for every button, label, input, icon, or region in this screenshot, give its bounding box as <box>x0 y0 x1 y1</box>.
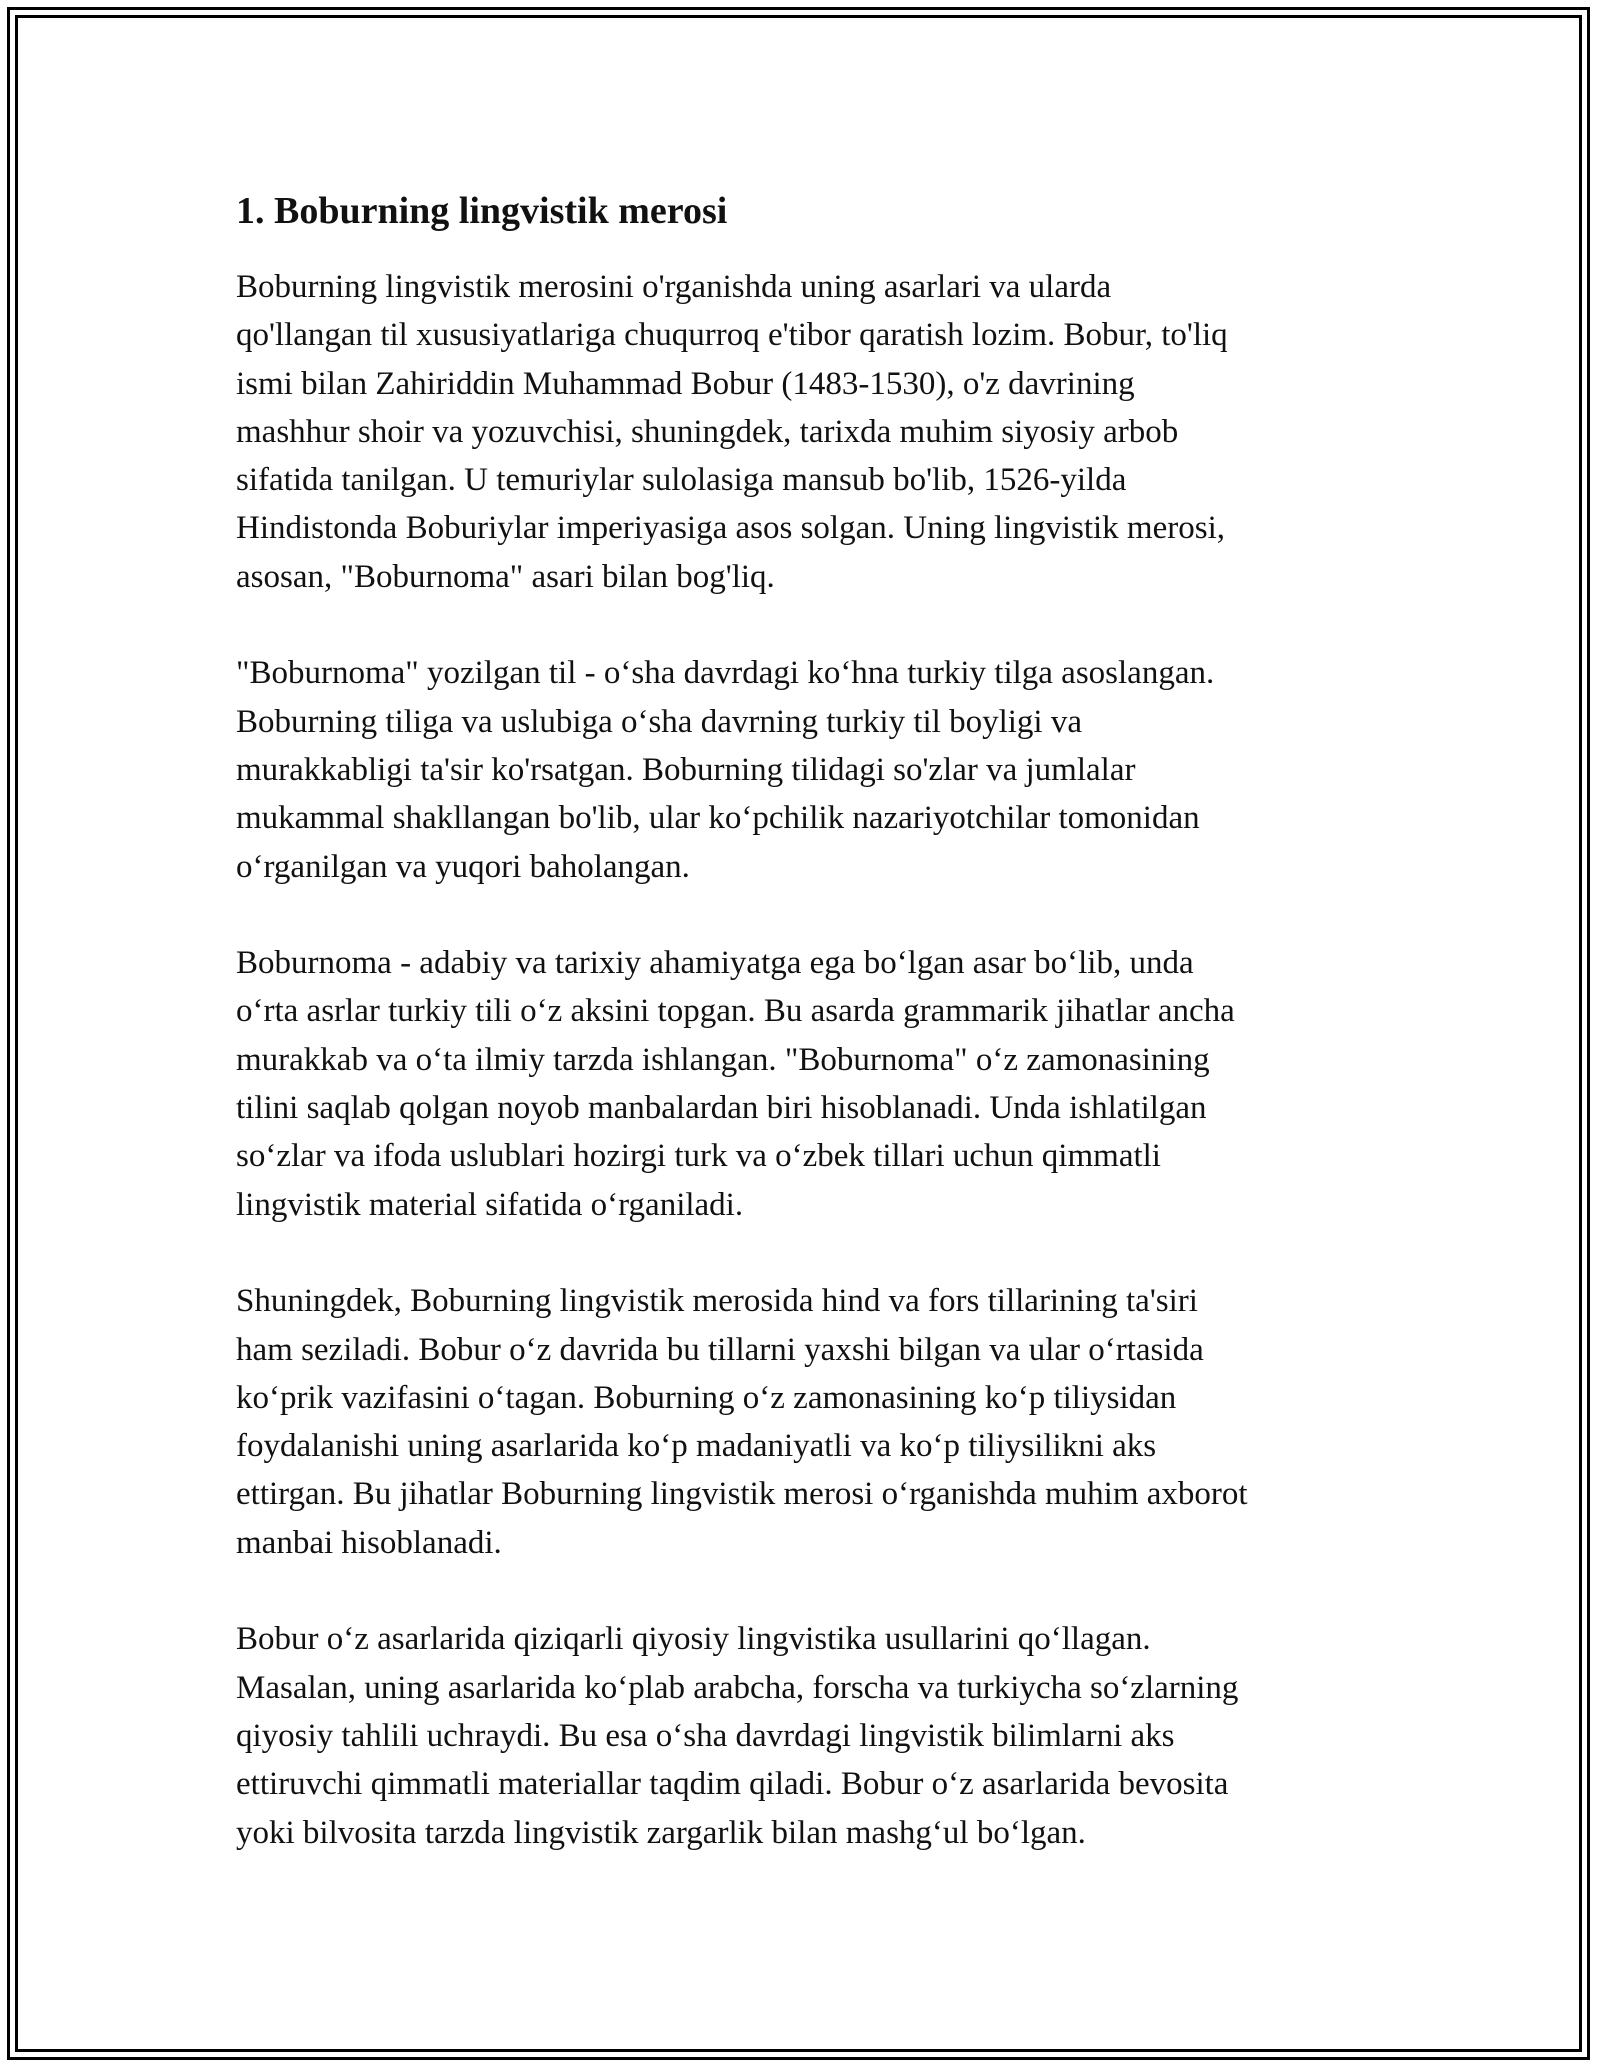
document-body <box>236 180 1386 1905</box>
text-line: ettiruvchi qimmatli materiallar taqdim qiladi. Bobur o‘z asarlarida bevosita <box>236 1766 1229 1803</box>
paragraph-3 <box>236 939 1386 1229</box>
section-heading: 1. Boburning lingvistik merosi <box>236 190 728 232</box>
text-line: o‘rta asrlar turkiy tili o‘z aksini topgan. Bu asarda grammarik jihatlar ancha <box>236 993 1235 1030</box>
text-line: Boburning tiliga va uslubiga o‘sha davrning turkiy til boyligi va <box>236 703 1082 740</box>
paragraph-1 <box>236 263 1386 601</box>
text-line: "Boburnoma" yozilgan til - o‘sha davrdagi ko‘hna turkiy tilga asoslangan. <box>236 655 1215 692</box>
text-line: Bobur o‘z asarlarida qiziqarli qiyosiy lingvistika usullarini qo‘llagan. <box>236 1621 1151 1658</box>
text-line: Shuningdek, Boburning lingvistik merosida hind va fors tillarining ta'siri <box>236 1283 1198 1320</box>
paragraph-5 <box>236 1615 1386 1856</box>
text-line: so‘zlar va ifoda uslublari hozirgi turk va o‘zbek tillari uchun qimmatli <box>236 1138 1161 1175</box>
text-line: lingvistik material sifatida o‘rganiladi. <box>236 1186 744 1223</box>
text-line: mukammal shakllangan bo'lib, ular ko‘pchilik nazariyotchilar tomonidan <box>236 800 1200 837</box>
text-line: Boburnoma - adabiy va tarixiy ahamiyatga ega bo‘lgan asar bo‘lib, unda <box>236 945 1194 982</box>
text-line: ko‘prik vazifasini o‘tagan. Boburning o‘z zamonasining ko‘p tiliysidan <box>236 1379 1177 1416</box>
paragraph-4 <box>236 1277 1386 1567</box>
text-line: ettirgan. Bu jihatlar Boburning lingvistik merosi o‘rganishda muhim axborot <box>236 1476 1248 1513</box>
text-line: ham seziladi. Bobur o‘z davrida bu tillarni yaxshi bilgan va ular o‘rtasida <box>236 1331 1204 1368</box>
text-line: qo'llangan til xususiyatlariga chuqurroq e'tibor qaratish lozim. Bobur, to'liq <box>236 317 1228 354</box>
text-line: asosan, "Boburnoma" asari bilan bog'liq. <box>236 558 775 595</box>
text-line: o‘rganilgan va yuqori baholangan. <box>236 848 690 885</box>
text-line: foydalanishi uning asarlarida ko‘p madaniyatli va ko‘p tiliysilikni aks <box>236 1428 1157 1465</box>
paragraph-2 <box>236 649 1386 890</box>
text-line: tilini saqlab qolgan noyob manbalardan biri hisoblanadi. Unda ishlatilgan <box>236 1090 1207 1127</box>
text-line: Masalan, uning asarlarida ko‘plab arabcha, forscha va turkiycha so‘zlarning <box>236 1669 1239 1706</box>
text-line: Hindistonda Boburiylar imperiyasiga asos solgan. Uning lingvistik merosi, <box>236 510 1225 547</box>
text-line: yoki bilvosita tarzda lingvistik zargarlik bilan mashg‘ul bo‘lgan. <box>236 1814 1086 1851</box>
text-line: sifatida tanilgan. U temuriylar sulolasiga mansub bo'lib, 1526-yilda <box>236 462 1127 499</box>
text-line: qiyosiy tahlili uchraydi. Bu esa o‘sha davrdagi lingvistik bilimlarni aks <box>236 1717 1175 1754</box>
text-line: murakkab va o‘ta ilmiy tarzda ishlangan. "Boburnoma" o‘z zamonasining <box>236 1041 1210 1078</box>
text-line: Boburning lingvistik merosini o'rganishda uning asarlari va ularda <box>236 269 1112 305</box>
text-line: murakkabligi ta'sir ko'rsatgan. Boburning tilidagi so'zlar va jumlalar <box>236 751 1136 788</box>
text-line: mashhur shoir va yozuvchisi, shuningdek, tarixda muhim siyosiy arbob <box>236 413 1179 450</box>
text-line: manbai hisoblanadi. <box>236 1524 502 1561</box>
text-line: ismi bilan Zahiriddin Muhammad Bobur (1483-1530), o'z davrining <box>236 365 1135 402</box>
